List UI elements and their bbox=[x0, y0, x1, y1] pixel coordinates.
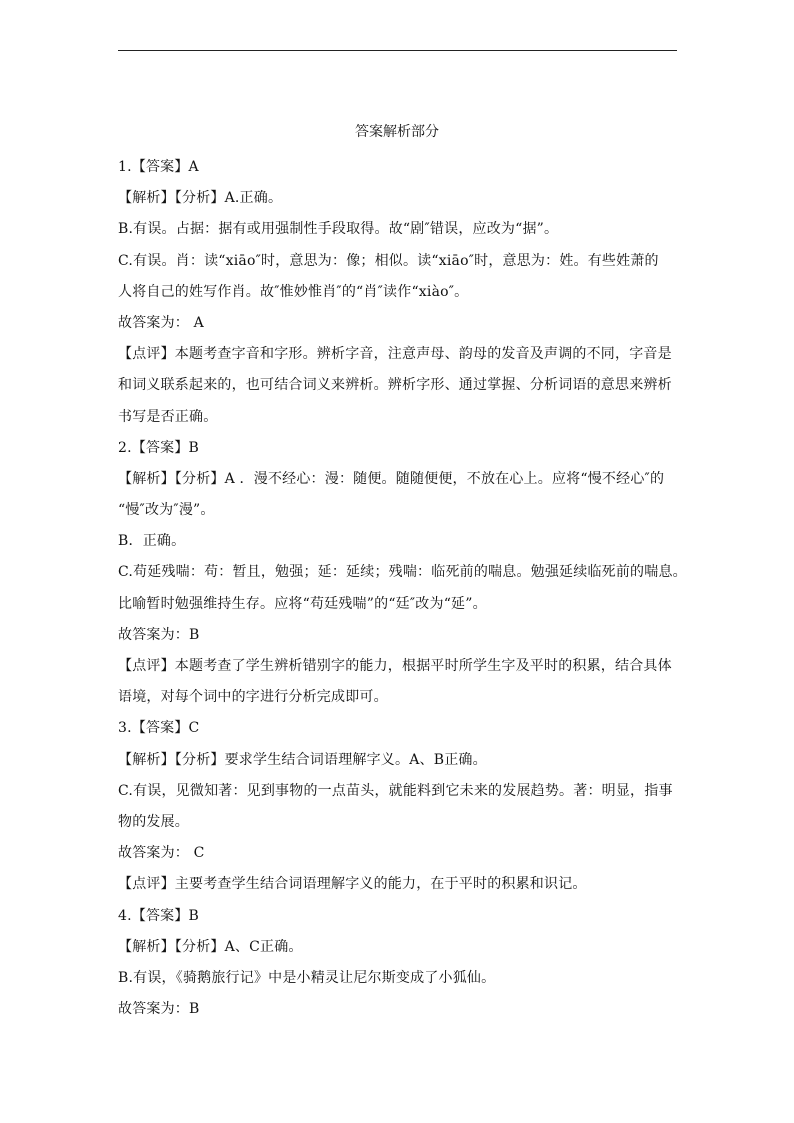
answer-3-option-c-cont: 物的发展。 bbox=[118, 813, 189, 830]
answer-2-analysis-cont: “慢″改为″漫”。 bbox=[118, 502, 215, 519]
header-rule bbox=[118, 50, 677, 51]
answer-2-comment: 【点评】本题考查了学生辨析错别字的能力，根据平时所学生字及平时的积累，结合具体 bbox=[118, 658, 672, 674]
answer-4-option-b: B.有误，《骑鹅旅行记》中是小精灵让尼尔斯变成了小狐仙。 bbox=[118, 969, 496, 986]
answer-1-option-c: C.有误。肖：读“xiāo″时，意思为：像；相似。读“xiāo″时，意思为：姓。有些姓萧的 bbox=[118, 252, 659, 269]
answer-1-option-c-cont: 人将自己的姓写作肖。故″惟妙惟肖″的“肖″读作“xiào″。 bbox=[118, 283, 469, 300]
answer-2-option-b: B．正确。 bbox=[118, 533, 186, 550]
answer-2-label: 2.【答案】B bbox=[118, 439, 200, 456]
answer-2-result: 故答案为：B bbox=[118, 626, 200, 643]
answer-4-analysis: 【解析】【分析】A、C正确。 bbox=[118, 938, 303, 955]
answer-2-option-c: C.苟延残喘：苟：暂且，勉强；延：延续；残喘：临死前的喘息。勉强延续临死前的喘息。 bbox=[118, 564, 687, 581]
answer-1-comment: 【点评】本题考查字音和字形。辨析字音，注意声母、韵母的发音及声调的不同，字音是 bbox=[118, 346, 672, 363]
answer-4-result: 故答案为：B bbox=[118, 1001, 200, 1018]
answer-4-label: 4.【答案】B bbox=[118, 907, 200, 924]
answer-3-result: 故答案为： C bbox=[118, 845, 205, 862]
answer-1-result: 故答案为： A bbox=[118, 314, 204, 331]
answer-1-option-b: B.有误。占据：据有或用强制性手段取得。故“剧″错误，应改为“据”。 bbox=[118, 221, 559, 238]
answer-3-comment: 【点评】主要考查学生结合词语理解字义的能力，在于平时的积累和识记。 bbox=[118, 876, 587, 893]
answer-3-label: 3.【答案】C bbox=[118, 720, 200, 737]
answer-body bbox=[118, 152, 687, 1025]
answer-2-analysis: 【解析】【分析】A ．漫不经心：漫：随便。随随便便，不放在心上。应将“慢不经心″的 bbox=[118, 470, 665, 487]
answer-1-comment-cont: 和词义联系起来的，也可结合词义来辨析。辨析字形、通过掌握、分析词语的意思来辨析 bbox=[118, 377, 672, 394]
answer-1-label: 1.【答案】A bbox=[118, 159, 199, 175]
answer-3-option-c: C.有误，见微知著：见到事物的一点苗头，就能料到它未来的发展趋势。著：明显，指事 bbox=[118, 782, 673, 799]
page-title: 答案解析部分 bbox=[355, 124, 439, 140]
answer-1-analysis: 【解析】【分析】A.正确。 bbox=[118, 190, 283, 207]
answer-2-comment-cont: 语境，对每个词中的字进行分析完成即可。 bbox=[118, 689, 388, 706]
answer-1-comment-end: 书写是否正确。 bbox=[118, 408, 218, 425]
answer-2-option-c-cont: 比喻暂时勉强维持生存。应将“苟廷残喘”的“廷″改为“延”。 bbox=[118, 595, 487, 612]
answer-3-analysis: 【解析】【分析】要求学生结合词语理解字义。A、B正确。 bbox=[118, 751, 487, 768]
